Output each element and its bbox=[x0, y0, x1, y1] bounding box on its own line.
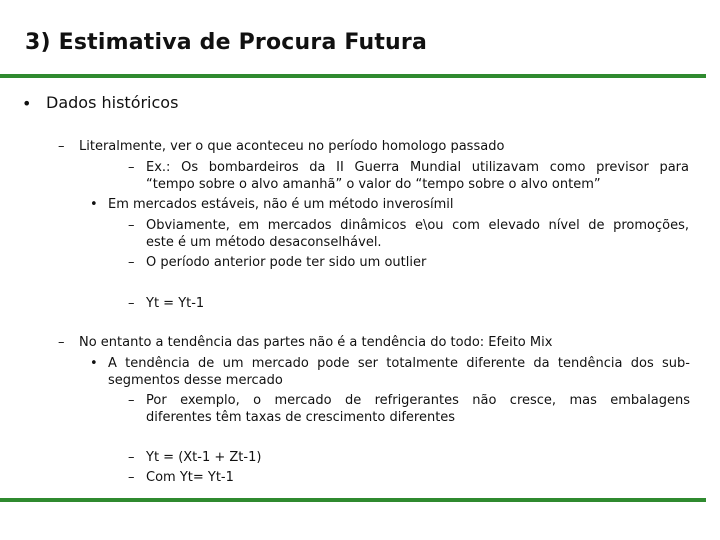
dash-marker: – bbox=[128, 296, 135, 311]
bullet-dot: • bbox=[90, 356, 98, 371]
dash-marker: – bbox=[128, 255, 135, 270]
item-por-exemplo-line2: diferentes têm taxas de crescimento diferentes bbox=[146, 410, 456, 425]
bullet-dot: • bbox=[90, 197, 98, 212]
title-underline bbox=[0, 74, 706, 78]
dash-marker: – bbox=[128, 470, 135, 485]
item-outlier: O período anterior pode ter sido um outlier bbox=[146, 255, 427, 270]
dash-marker: – bbox=[128, 218, 135, 233]
item-exemplo-line1: Ex.: Os bombardeiros da II Guerra Mundial utilizavam como previsor para bbox=[146, 160, 689, 175]
bullet-dados-historicos: Dados históricos bbox=[46, 93, 179, 112]
item-mercados-estaveis: Em mercados estáveis, não é um método inverosímil bbox=[108, 197, 454, 212]
dash-marker: – bbox=[128, 393, 135, 408]
dash-marker: – bbox=[58, 335, 65, 350]
dash-marker: – bbox=[128, 450, 135, 465]
bullet-dot: • bbox=[22, 94, 32, 113]
item-literalmente: Literalmente, ver o que aconteceu no período homologo passado bbox=[79, 139, 505, 154]
item-obviamente-line1: Obviamente, em mercados dinâmicos e\ou com elevado nível de promoções, bbox=[146, 218, 689, 233]
formula-yt: Yt = Yt-1 bbox=[146, 296, 205, 311]
item-por-exemplo-line1: Por exemplo, o mercado de refrigerantes não cresce, mas embalagens bbox=[146, 393, 690, 408]
item-tendencia-line2: segmentos desse mercado bbox=[108, 373, 283, 388]
formula-com-yt: Com Yt= Yt-1 bbox=[146, 470, 234, 485]
item-tendencia-line1: A tendência de um mercado pode ser totalmente diferente da tendência dos sub- bbox=[108, 356, 690, 371]
dash-marker: – bbox=[58, 139, 65, 154]
item-obviamente-line2: este é um método desaconselhável. bbox=[146, 235, 382, 250]
footer-rule bbox=[0, 498, 706, 502]
item-efeito-mix: No entanto a tendência das partes não é a tendência do todo: Efeito Mix bbox=[79, 335, 553, 350]
dash-marker: – bbox=[128, 160, 135, 175]
formula-yt-sum: Yt = (Xt-1 + Zt-1) bbox=[146, 450, 262, 465]
slide-title: 3) Estimativa de Procura Futura bbox=[25, 30, 428, 55]
item-exemplo-line2: “tempo sobre o alvo amanhã” o valor do “tempo sobre o alvo ontem” bbox=[146, 177, 601, 192]
